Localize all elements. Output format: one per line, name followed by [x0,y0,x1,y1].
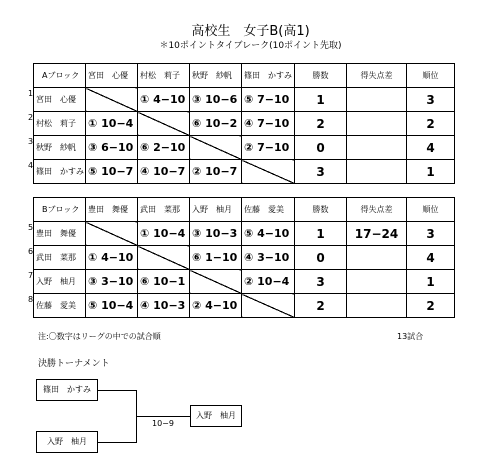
player-name: 入野 柚月 [34,270,86,294]
match-score: ⑥ 10−2 [190,112,242,136]
rank: 1 [407,270,455,294]
match-score: ③ 10−6 [190,88,242,112]
self-match-cell [138,112,190,136]
header-cell: 入野 柚月 [190,198,242,222]
final-player-top: 篠田 かすみ [36,379,98,401]
match-score: ③ 6−10 [86,136,138,160]
row-number: 8 [28,295,34,304]
header-cell: 得失点差 [347,64,407,88]
table-row [34,88,455,112]
table-row [34,160,455,184]
rank: 2 [407,294,455,318]
match-score: ⑤ 10−4 [86,294,138,318]
self-match-cell [242,160,295,184]
player-name: 武田 菜那 [34,246,86,270]
header-cell: 順位 [407,64,455,88]
match-score: ⑤ 4−10 [242,222,295,246]
header-cell: 勝数 [295,198,347,222]
point-difference [347,136,407,160]
match-score: ① 10−4 [86,112,138,136]
page-subtitle: ＊10ポイントタイブレーク(10ポイント先取) [159,41,342,51]
groupA-header-row [34,64,455,88]
match-score: ② 10−7 [190,160,242,184]
wins-count: 0 [295,246,347,270]
final-winner: 入野 柚月 [190,405,242,427]
table-row [34,294,455,318]
match-score: ① 4−10 [86,246,138,270]
match-score: ④ 3−10 [242,246,295,270]
self-match-cell [86,88,138,112]
wins-count: 3 [295,160,347,184]
header-cell: 順位 [407,198,455,222]
wins-count: 1 [295,222,347,246]
match-score: ④ 7−10 [242,112,295,136]
header-cell: 佐藤 愛美 [242,198,295,222]
point-difference [347,88,407,112]
note-text: 注:〇数字はリーグの中での試合順 [38,332,161,341]
rank: 3 [407,88,455,112]
header-cell: 武田 菜那 [138,198,190,222]
groupB-header-row [34,198,455,222]
header-cell: 宮田 心優 [86,64,138,88]
wins-count: 1 [295,88,347,112]
match-score: ③ 3−10 [86,270,138,294]
group-a-table [33,63,455,184]
self-match-cell [190,136,242,160]
rank: 4 [407,136,455,160]
self-match-cell [190,270,242,294]
row-number: 7 [28,271,34,280]
match-score: ④ 10−7 [138,160,190,184]
header-cell: 勝数 [295,64,347,88]
rank: 3 [407,222,455,246]
match-count: 13試合 [397,332,424,341]
row-number: 4 [28,161,34,170]
final-score: 10−9 [152,419,174,428]
rank: 1 [407,160,455,184]
match-score: ② 7−10 [242,136,295,160]
header-cell: 豊田 舞優 [86,198,138,222]
player-name: 宮田 心優 [34,88,86,112]
player-name: 篠田 かすみ [34,160,86,184]
match-score: ① 10−4 [138,222,190,246]
player-name: 村松 莉子 [34,112,86,136]
point-difference [347,160,407,184]
table-row [34,246,455,270]
self-match-cell [86,222,138,246]
match-score: ⑤ 7−10 [242,88,295,112]
match-score: ⑤ 10−7 [86,160,138,184]
rank: 2 [407,112,455,136]
table-row [34,270,455,294]
row-number: 5 [28,223,34,232]
header-cell: Aブロック [34,64,86,88]
table-row [34,222,455,246]
point-difference [347,246,407,270]
header-cell: 村松 莉子 [138,64,190,88]
match-score: ② 10−4 [242,270,295,294]
wins-count: 2 [295,112,347,136]
self-match-cell [242,294,295,318]
point-difference [347,294,407,318]
match-score: ① 4−10 [138,88,190,112]
table-row [34,112,455,136]
point-difference [347,270,407,294]
match-score: ⑥ 2−10 [138,136,190,160]
bracket-line-final [136,416,190,417]
match-score: ② 4−10 [190,294,242,318]
header-cell: 篠田 かすみ [242,64,295,88]
player-name: 秋野 紗帆 [34,136,86,160]
bracket-line-bottom [97,442,137,443]
point-difference [347,112,407,136]
bracket-line-top [97,390,137,391]
match-score: ③ 10−3 [190,222,242,246]
player-name: 豊田 舞優 [34,222,86,246]
player-name: 佐藤 愛美 [34,294,86,318]
row-number: 3 [28,137,34,146]
row-number: 1 [28,89,34,98]
rank: 4 [407,246,455,270]
wins-count: 0 [295,136,347,160]
match-score: ⑥ 1−10 [190,246,242,270]
final-player-bottom: 入野 柚月 [36,431,98,453]
table-row [34,136,455,160]
match-score: ⑥ 10−1 [138,270,190,294]
header-cell: 秋野 紗帆 [190,64,242,88]
final-heading: 決勝トーナメント [38,359,110,369]
group-b-table [33,197,455,318]
page-title: 高校生 女子B(高1) [191,24,310,39]
row-number: 6 [28,247,34,256]
wins-count: 3 [295,270,347,294]
self-match-cell [138,246,190,270]
match-score: ④ 10−3 [138,294,190,318]
wins-count: 2 [295,294,347,318]
header-cell: 得失点差 [347,198,407,222]
header-cell: Bブロック [34,198,86,222]
point-difference: 17−24 [347,222,407,246]
row-number: 2 [28,113,34,122]
